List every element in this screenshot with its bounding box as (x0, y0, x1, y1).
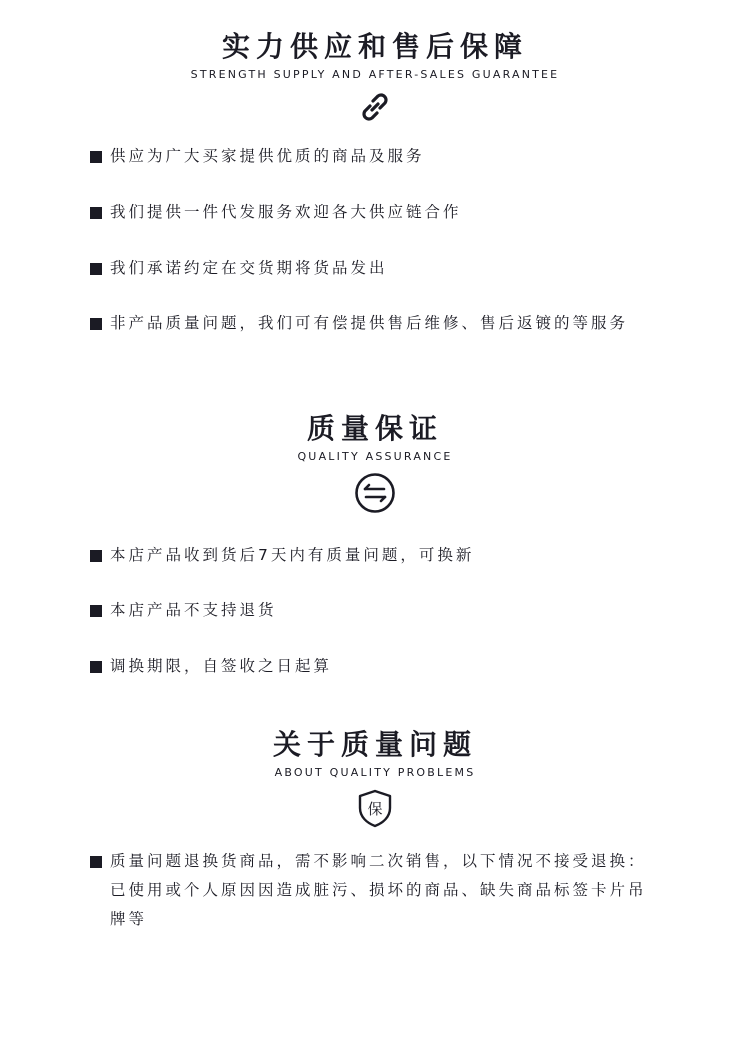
bullet-square (90, 605, 102, 617)
list-item-text: 本店产品不支持退货 (110, 601, 277, 619)
bullet-square (90, 318, 102, 330)
list-item-text: 调换期限，自签收之日起算 (110, 657, 333, 675)
bullet-square (90, 550, 102, 562)
list-item-text: 本店产品收到货后7天内有质量问题，可换新 (110, 546, 475, 564)
section-subtitle: QUALITY ASSURANCE (297, 450, 453, 463)
bullet-square (90, 263, 102, 275)
list-item-text: 非产品质量问题，我们可有偿提供售后维修、售后返镀的等服务 (110, 314, 629, 332)
list-item-text: 我们提供一件代发服务欢迎各大供应链合作 (110, 203, 462, 221)
bullet-square (90, 856, 102, 868)
section-subtitle: STRENGTH SUPPLY AND AFTER-SALES GUARANTEE (190, 68, 560, 81)
section-quality-problems (0, 728, 750, 828)
list-item-text: 我们承诺约定在交货期将货品发出 (110, 259, 388, 277)
section-title: 实力供应和售后保障 (221, 30, 528, 63)
bullet-square (90, 207, 102, 219)
bullet-square (90, 661, 102, 673)
list-item-text: 供应为广大买家提供优质的商品及服务 (110, 147, 425, 165)
section-quality-assurance (0, 412, 750, 514)
section-subtitle: ABOUT QUALITY PROBLEMS (274, 766, 476, 779)
exchange-arrows-icon (354, 472, 396, 514)
shield-icon (356, 788, 394, 828)
bullet-square (90, 151, 102, 163)
list-item-text: 质量问题退换货商品，需不影响二次销售，以下情况不接受退换：已使用或个人原因因造成脏污、损坏的商品、缺失商品标签卡片吊牌等 (110, 852, 647, 928)
chain-link-icon (358, 90, 392, 124)
section-supply-guarantee (0, 30, 750, 124)
shield-icon-glyph: 保 (367, 800, 383, 818)
section-title: 关于质量问题 (272, 728, 477, 761)
section-title: 质量保证 (306, 412, 443, 445)
